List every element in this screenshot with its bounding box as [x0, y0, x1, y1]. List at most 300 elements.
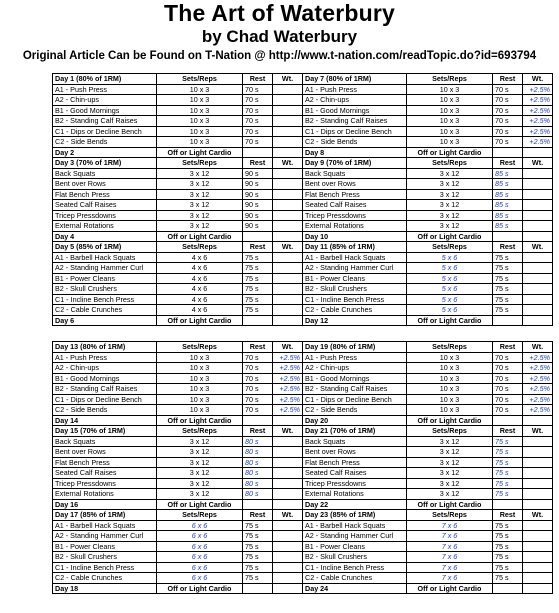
- schedule-table: [52, 73, 303, 326]
- sets-reps-value: 3 x 12: [407, 210, 493, 221]
- exercise-name: External Rotations: [303, 489, 407, 500]
- rest-value: 70 s: [493, 126, 523, 137]
- sets-reps-value: 10 x 3: [157, 95, 243, 106]
- rest-value: 90 s: [243, 221, 273, 232]
- day-title: Day 23 (85% of 1RM): [303, 510, 407, 521]
- weight-value: [523, 210, 553, 221]
- exercise-name: A2 - Chin-ups: [303, 363, 407, 374]
- weight-value: [523, 468, 553, 479]
- day-title: Day 15 (70% of 1RM): [53, 426, 157, 437]
- exercise-row: [53, 468, 303, 479]
- off-day-row: [303, 147, 553, 158]
- sets-reps-value: 10 x 3: [407, 352, 493, 363]
- off-day-label: Day 18: [53, 583, 157, 594]
- sets-reps-value: 5 x 6: [407, 273, 493, 284]
- exercise-name: Bent over Rows: [53, 447, 157, 458]
- off-day-rest-cell: [243, 583, 273, 594]
- schedule-table: [302, 341, 553, 594]
- rest-value: 70 s: [493, 394, 523, 405]
- exercise-name: B2 - Standing Calf Raises: [303, 116, 407, 127]
- rest-value: 75 s: [243, 541, 273, 552]
- sets-reps-value: 6 x 6: [157, 531, 243, 542]
- exercise-name: Flat Bench Press: [303, 457, 407, 468]
- off-day-weight-cell: [273, 499, 303, 510]
- schedule-table: [302, 73, 553, 326]
- weight-value: [273, 531, 303, 542]
- rest-value: 80 s: [243, 489, 273, 500]
- exercise-row: [53, 562, 303, 573]
- sets-reps-value: 5 x 6: [407, 252, 493, 263]
- exercise-name: Flat Bench Press: [53, 189, 157, 200]
- weight-value: [273, 573, 303, 584]
- weight-header: Wt.: [273, 242, 303, 253]
- day-title: Day 17 (85% of 1RM): [53, 510, 157, 521]
- exercise-row: [53, 405, 303, 416]
- exercise-name: A2 - Standing Hammer Curl: [303, 263, 407, 274]
- rest-value: 90 s: [243, 189, 273, 200]
- rest-value: 75 s: [493, 284, 523, 295]
- sets-reps-header: Sets/Reps: [407, 74, 493, 85]
- exercise-name: Tricep Pressdowns: [303, 210, 407, 221]
- rest-value: 85 s: [493, 221, 523, 232]
- sets-reps-value: 10 x 3: [157, 373, 243, 384]
- exercise-row: [303, 305, 553, 316]
- sets-reps-value: 5 x 6: [407, 263, 493, 274]
- rest-value: 70 s: [493, 105, 523, 116]
- exercise-row: [303, 221, 553, 232]
- weight-header: Wt.: [523, 158, 553, 169]
- weight-value: [523, 179, 553, 190]
- sets-reps-value: 7 x 6: [407, 573, 493, 584]
- sets-reps-value: 5 x 6: [407, 284, 493, 295]
- weight-value: [273, 189, 303, 200]
- exercise-row: [303, 210, 553, 221]
- weight-value: [273, 468, 303, 479]
- rest-value: 85 s: [493, 168, 523, 179]
- exercise-name: Tricep Pressdowns: [53, 210, 157, 221]
- exercise-row: [303, 531, 553, 542]
- exercise-row: [53, 352, 303, 363]
- day-header-row: [303, 158, 553, 169]
- rest-value: 80 s: [243, 457, 273, 468]
- weight-header: Wt.: [273, 426, 303, 437]
- weight-value: [273, 541, 303, 552]
- exercise-row: [303, 263, 553, 274]
- exercise-name: B1 - Power Cleans: [303, 273, 407, 284]
- off-day-label: Day 24: [303, 583, 407, 594]
- off-day-row: [303, 315, 553, 326]
- sets-reps-value: 10 x 3: [157, 126, 243, 137]
- sets-reps-value: 10 x 3: [157, 363, 243, 374]
- off-day-label: Day 10: [303, 231, 407, 242]
- rest-value: 75 s: [243, 273, 273, 284]
- exercise-name: Back Squats: [53, 168, 157, 179]
- exercise-name: A2 - Standing Hammer Curl: [53, 263, 157, 274]
- exercise-row: [303, 405, 553, 416]
- exercise-row: [303, 137, 553, 148]
- exercise-row: [303, 105, 553, 116]
- weight-value: [273, 137, 303, 148]
- exercise-row: [53, 221, 303, 232]
- exercise-name: C1 - Incline Bench Press: [53, 562, 157, 573]
- weight-value: [523, 189, 553, 200]
- off-day-note: Off or Light Cardio: [407, 231, 493, 242]
- sets-reps-value: 3 x 12: [157, 457, 243, 468]
- sets-reps-value: 3 x 12: [407, 489, 493, 500]
- sets-reps-value: 4 x 6: [157, 252, 243, 263]
- weight-value: [273, 294, 303, 305]
- sets-reps-value: 3 x 12: [407, 457, 493, 468]
- off-day-weight-cell: [273, 583, 303, 594]
- exercise-row: [53, 457, 303, 468]
- exercise-row: [53, 84, 303, 95]
- sets-reps-value: 4 x 6: [157, 284, 243, 295]
- rest-value: 75 s: [493, 489, 523, 500]
- sets-reps-value: 10 x 3: [157, 116, 243, 127]
- exercise-name: C2 - Side Bends: [303, 137, 407, 148]
- rest-value: 75 s: [493, 468, 523, 479]
- sets-reps-header: Sets/Reps: [157, 510, 243, 521]
- rest-value: 75 s: [493, 457, 523, 468]
- rest-header: Rest: [493, 342, 523, 353]
- weight-value: +2.5%: [523, 384, 553, 395]
- sets-reps-value: 3 x 12: [407, 478, 493, 489]
- exercise-name: C2 - Side Bends: [53, 405, 157, 416]
- weight-value: [273, 447, 303, 458]
- sets-reps-header: Sets/Reps: [407, 342, 493, 353]
- sets-reps-value: 6 x 6: [157, 562, 243, 573]
- weight-value: [273, 457, 303, 468]
- rest-value: 70 s: [243, 137, 273, 148]
- sets-reps-value: 3 x 12: [407, 189, 493, 200]
- exercise-name: C1 - Dips or Decline Bench: [303, 394, 407, 405]
- exercise-row: [303, 478, 553, 489]
- weight-header: Wt.: [273, 510, 303, 521]
- day-column-right: [302, 341, 552, 594]
- weight-value: +2.5%: [523, 363, 553, 374]
- exercise-name: B2 - Standing Calf Raises: [303, 384, 407, 395]
- day-title: Day 1 (80% of 1RM): [53, 74, 157, 85]
- exercise-row: [53, 436, 303, 447]
- weight-value: [273, 562, 303, 573]
- exercise-row: [53, 384, 303, 395]
- exercise-row: [303, 352, 553, 363]
- sets-reps-value: 10 x 3: [157, 84, 243, 95]
- rest-value: 75 s: [243, 552, 273, 563]
- rest-value: 70 s: [243, 394, 273, 405]
- sets-reps-value: 7 x 6: [407, 562, 493, 573]
- exercise-name: A2 - Chin-ups: [53, 363, 157, 374]
- sets-reps-value: 4 x 6: [157, 294, 243, 305]
- weight-value: [523, 200, 553, 211]
- weight-value: +2.5%: [523, 84, 553, 95]
- sets-reps-value: 3 x 12: [157, 179, 243, 190]
- exercise-name: B2 - Skull Crushers: [53, 552, 157, 563]
- rest-value: 90 s: [243, 210, 273, 221]
- sets-reps-header: Sets/Reps: [157, 342, 243, 353]
- rest-value: 75 s: [493, 447, 523, 458]
- exercise-name: Seated Calf Raises: [53, 200, 157, 211]
- exercise-name: A2 - Standing Hammer Curl: [53, 531, 157, 542]
- exercise-row: [53, 210, 303, 221]
- exercise-row: [53, 137, 303, 148]
- rest-value: 75 s: [493, 294, 523, 305]
- exercise-name: A2 - Chin-ups: [53, 95, 157, 106]
- rest-value: 75 s: [493, 552, 523, 563]
- rest-value: 75 s: [243, 531, 273, 542]
- exercise-row: [53, 552, 303, 563]
- exercise-name: A1 - Barbell Hack Squats: [53, 520, 157, 531]
- rest-value: 75 s: [243, 573, 273, 584]
- off-day-weight-cell: [273, 315, 303, 326]
- day-header-row: [303, 242, 553, 253]
- weight-value: +2.5%: [273, 373, 303, 384]
- sets-reps-value: 3 x 12: [157, 489, 243, 500]
- weight-value: [523, 263, 553, 274]
- rest-value: 70 s: [243, 363, 273, 374]
- rest-value: 70 s: [243, 352, 273, 363]
- sets-reps-value: 3 x 12: [157, 478, 243, 489]
- rest-value: 80 s: [243, 447, 273, 458]
- off-day-rest-cell: [493, 147, 523, 158]
- exercise-row: [303, 468, 553, 479]
- off-day-note: Off or Light Cardio: [157, 315, 243, 326]
- weight-value: [523, 221, 553, 232]
- off-day-rest-cell: [243, 499, 273, 510]
- rest-value: 70 s: [243, 116, 273, 127]
- exercise-row: [53, 520, 303, 531]
- exercise-row: [303, 200, 553, 211]
- exercise-name: Bent over Rows: [53, 179, 157, 190]
- weight-value: +2.5%: [523, 105, 553, 116]
- exercise-name: B1 - Good Mornings: [303, 373, 407, 384]
- sets-reps-value: 10 x 3: [157, 105, 243, 116]
- off-day-rest-cell: [243, 147, 273, 158]
- exercise-row: [303, 95, 553, 106]
- sets-reps-value: 10 x 3: [407, 137, 493, 148]
- rest-value: 80 s: [243, 436, 273, 447]
- rest-value: 75 s: [493, 436, 523, 447]
- rest-value: 75 s: [493, 573, 523, 584]
- rest-value: 70 s: [493, 95, 523, 106]
- exercise-name: Flat Bench Press: [53, 457, 157, 468]
- off-day-note: Off or Light Cardio: [157, 231, 243, 242]
- sets-reps-header: Sets/Reps: [157, 426, 243, 437]
- day-header-row: [303, 510, 553, 521]
- rest-value: 70 s: [243, 105, 273, 116]
- exercise-name: C2 - Cable Crunches: [303, 573, 407, 584]
- sets-reps-header: Sets/Reps: [157, 242, 243, 253]
- sets-reps-value: 3 x 12: [157, 436, 243, 447]
- day-header-row: [53, 510, 303, 521]
- weight-value: [523, 562, 553, 573]
- exercise-row: [303, 384, 553, 395]
- day-header-row: [53, 342, 303, 353]
- day-column-left: [52, 73, 302, 326]
- sets-reps-value: 10 x 3: [407, 84, 493, 95]
- rest-value: 75 s: [493, 531, 523, 542]
- exercise-row: [303, 252, 553, 263]
- exercise-row: [53, 394, 303, 405]
- sets-reps-value: 3 x 12: [157, 200, 243, 211]
- exercise-row: [53, 116, 303, 127]
- day-title: Day 9 (70% of 1RM): [303, 158, 407, 169]
- exercise-name: Seated Calf Raises: [53, 468, 157, 479]
- exercise-row: [53, 489, 303, 500]
- source-line: Original Article Can be Found on T-Nation @ http://www.t-nation.com/readTopic.do?id=693794: [22, 50, 537, 62]
- exercise-name: B1 - Power Cleans: [53, 273, 157, 284]
- exercise-name: A1 - Barbell Hack Squats: [53, 252, 157, 263]
- rest-value: 75 s: [243, 284, 273, 295]
- rest-value: 70 s: [243, 384, 273, 395]
- weight-header: Wt.: [273, 74, 303, 85]
- sets-reps-value: 10 x 3: [407, 394, 493, 405]
- rest-value: 75 s: [493, 520, 523, 531]
- sets-reps-value: 10 x 3: [157, 384, 243, 395]
- exercise-row: [53, 447, 303, 458]
- off-day-weight-cell: [523, 147, 553, 158]
- weight-value: [273, 273, 303, 284]
- page-title: The Art of Waterbury: [163, 0, 396, 26]
- exercise-name: C1 - Incline Bench Press: [303, 562, 407, 573]
- rest-value: 75 s: [243, 305, 273, 316]
- rest-value: 90 s: [243, 179, 273, 190]
- day-title: Day 13 (80% of 1RM): [53, 342, 157, 353]
- sets-reps-value: 3 x 12: [157, 168, 243, 179]
- off-day-note: Off or Light Cardio: [157, 583, 243, 594]
- sets-reps-value: 3 x 12: [157, 210, 243, 221]
- weight-value: [273, 520, 303, 531]
- weight-value: [523, 478, 553, 489]
- sets-reps-value: 3 x 12: [157, 189, 243, 200]
- weight-value: [523, 273, 553, 284]
- weight-value: +2.5%: [273, 394, 303, 405]
- exercise-row: [53, 294, 303, 305]
- sets-reps-value: 7 x 6: [407, 541, 493, 552]
- day-header-row: [53, 242, 303, 253]
- exercise-row: [303, 189, 553, 200]
- sets-reps-value: 10 x 3: [407, 373, 493, 384]
- off-day-label: Day 16: [53, 499, 157, 510]
- day-title: Day 19 (80% of 1RM): [303, 342, 407, 353]
- off-day-rest-cell: [493, 583, 523, 594]
- exercise-name: B1 - Power Cleans: [303, 541, 407, 552]
- day-column-right: [302, 73, 552, 326]
- exercise-name: A1 - Push Press: [303, 352, 407, 363]
- exercise-row: [53, 373, 303, 384]
- weight-value: +2.5%: [273, 405, 303, 416]
- exercise-row: [53, 168, 303, 179]
- rest-value: 90 s: [243, 200, 273, 211]
- off-day-row: [53, 583, 303, 594]
- sets-reps-value: 3 x 12: [407, 468, 493, 479]
- exercise-row: [53, 363, 303, 374]
- off-day-label: Day 12: [303, 315, 407, 326]
- weight-value: +2.5%: [523, 405, 553, 416]
- rest-value: 70 s: [493, 405, 523, 416]
- day-header-row: [303, 342, 553, 353]
- off-day-row: [303, 583, 553, 594]
- exercise-name: A1 - Barbell Hack Squats: [303, 520, 407, 531]
- sets-reps-value: 10 x 3: [157, 352, 243, 363]
- weight-value: [273, 105, 303, 116]
- off-day-note: Off or Light Cardio: [407, 499, 493, 510]
- sets-reps-value: 7 x 6: [407, 552, 493, 563]
- off-day-weight-cell: [273, 147, 303, 158]
- weight-value: [523, 531, 553, 542]
- rest-value: 85 s: [493, 200, 523, 211]
- rest-header: Rest: [243, 342, 273, 353]
- weight-value: +2.5%: [523, 137, 553, 148]
- exercise-name: C1 - Dips or Decline Bench: [53, 394, 157, 405]
- off-day-row: [53, 315, 303, 326]
- weight-value: [523, 447, 553, 458]
- exercise-name: C2 - Cable Crunches: [53, 573, 157, 584]
- off-day-rest-cell: [493, 415, 523, 426]
- weight-value: [273, 436, 303, 447]
- weight-header: Wt.: [523, 74, 553, 85]
- exercise-name: Tricep Pressdowns: [303, 478, 407, 489]
- sets-reps-value: 3 x 12: [407, 221, 493, 232]
- sets-reps-value: 10 x 3: [157, 137, 243, 148]
- rest-value: 75 s: [493, 273, 523, 284]
- off-day-label: Day 8: [303, 147, 407, 158]
- rest-header: Rest: [493, 242, 523, 253]
- exercise-name: Seated Calf Raises: [303, 468, 407, 479]
- rest-value: 70 s: [243, 405, 273, 416]
- off-day-note: Off or Light Cardio: [407, 147, 493, 158]
- rest-value: 70 s: [493, 363, 523, 374]
- exercise-row: [303, 84, 553, 95]
- sets-reps-value: 10 x 3: [407, 384, 493, 395]
- schedule-table: [52, 341, 303, 594]
- off-day-row: [53, 231, 303, 242]
- sets-reps-value: 3 x 12: [407, 168, 493, 179]
- exercise-row: [53, 179, 303, 190]
- exercise-row: [53, 263, 303, 274]
- weight-value: [273, 221, 303, 232]
- rest-value: 75 s: [243, 520, 273, 531]
- off-day-label: Day 2: [53, 147, 157, 158]
- weight-value: [523, 489, 553, 500]
- weight-value: [523, 541, 553, 552]
- exercise-name: External Rotations: [53, 221, 157, 232]
- weight-header: Wt.: [523, 242, 553, 253]
- exercise-row: [303, 284, 553, 295]
- weight-header: Wt.: [273, 158, 303, 169]
- exercise-row: [303, 520, 553, 531]
- rest-value: 75 s: [243, 263, 273, 274]
- rest-value: 70 s: [243, 126, 273, 137]
- exercise-name: A1 - Push Press: [303, 84, 407, 95]
- exercise-name: C1 - Dips or Decline Bench: [303, 126, 407, 137]
- sets-reps-header: Sets/Reps: [407, 510, 493, 521]
- sets-reps-header: Sets/Reps: [407, 426, 493, 437]
- weight-value: +2.5%: [523, 95, 553, 106]
- off-day-rest-cell: [243, 231, 273, 242]
- exercise-name: C1 - Dips or Decline Bench: [53, 126, 157, 137]
- weight-value: [523, 457, 553, 468]
- weight-value: [523, 284, 553, 295]
- sets-reps-value: 5 x 6: [407, 294, 493, 305]
- exercise-name: Bent over Rows: [303, 447, 407, 458]
- weight-value: +2.5%: [523, 352, 553, 363]
- sets-reps-value: 3 x 12: [407, 447, 493, 458]
- weight-value: [523, 168, 553, 179]
- exercise-row: [303, 457, 553, 468]
- sets-reps-value: 10 x 3: [407, 116, 493, 127]
- off-day-note: Off or Light Cardio: [157, 147, 243, 158]
